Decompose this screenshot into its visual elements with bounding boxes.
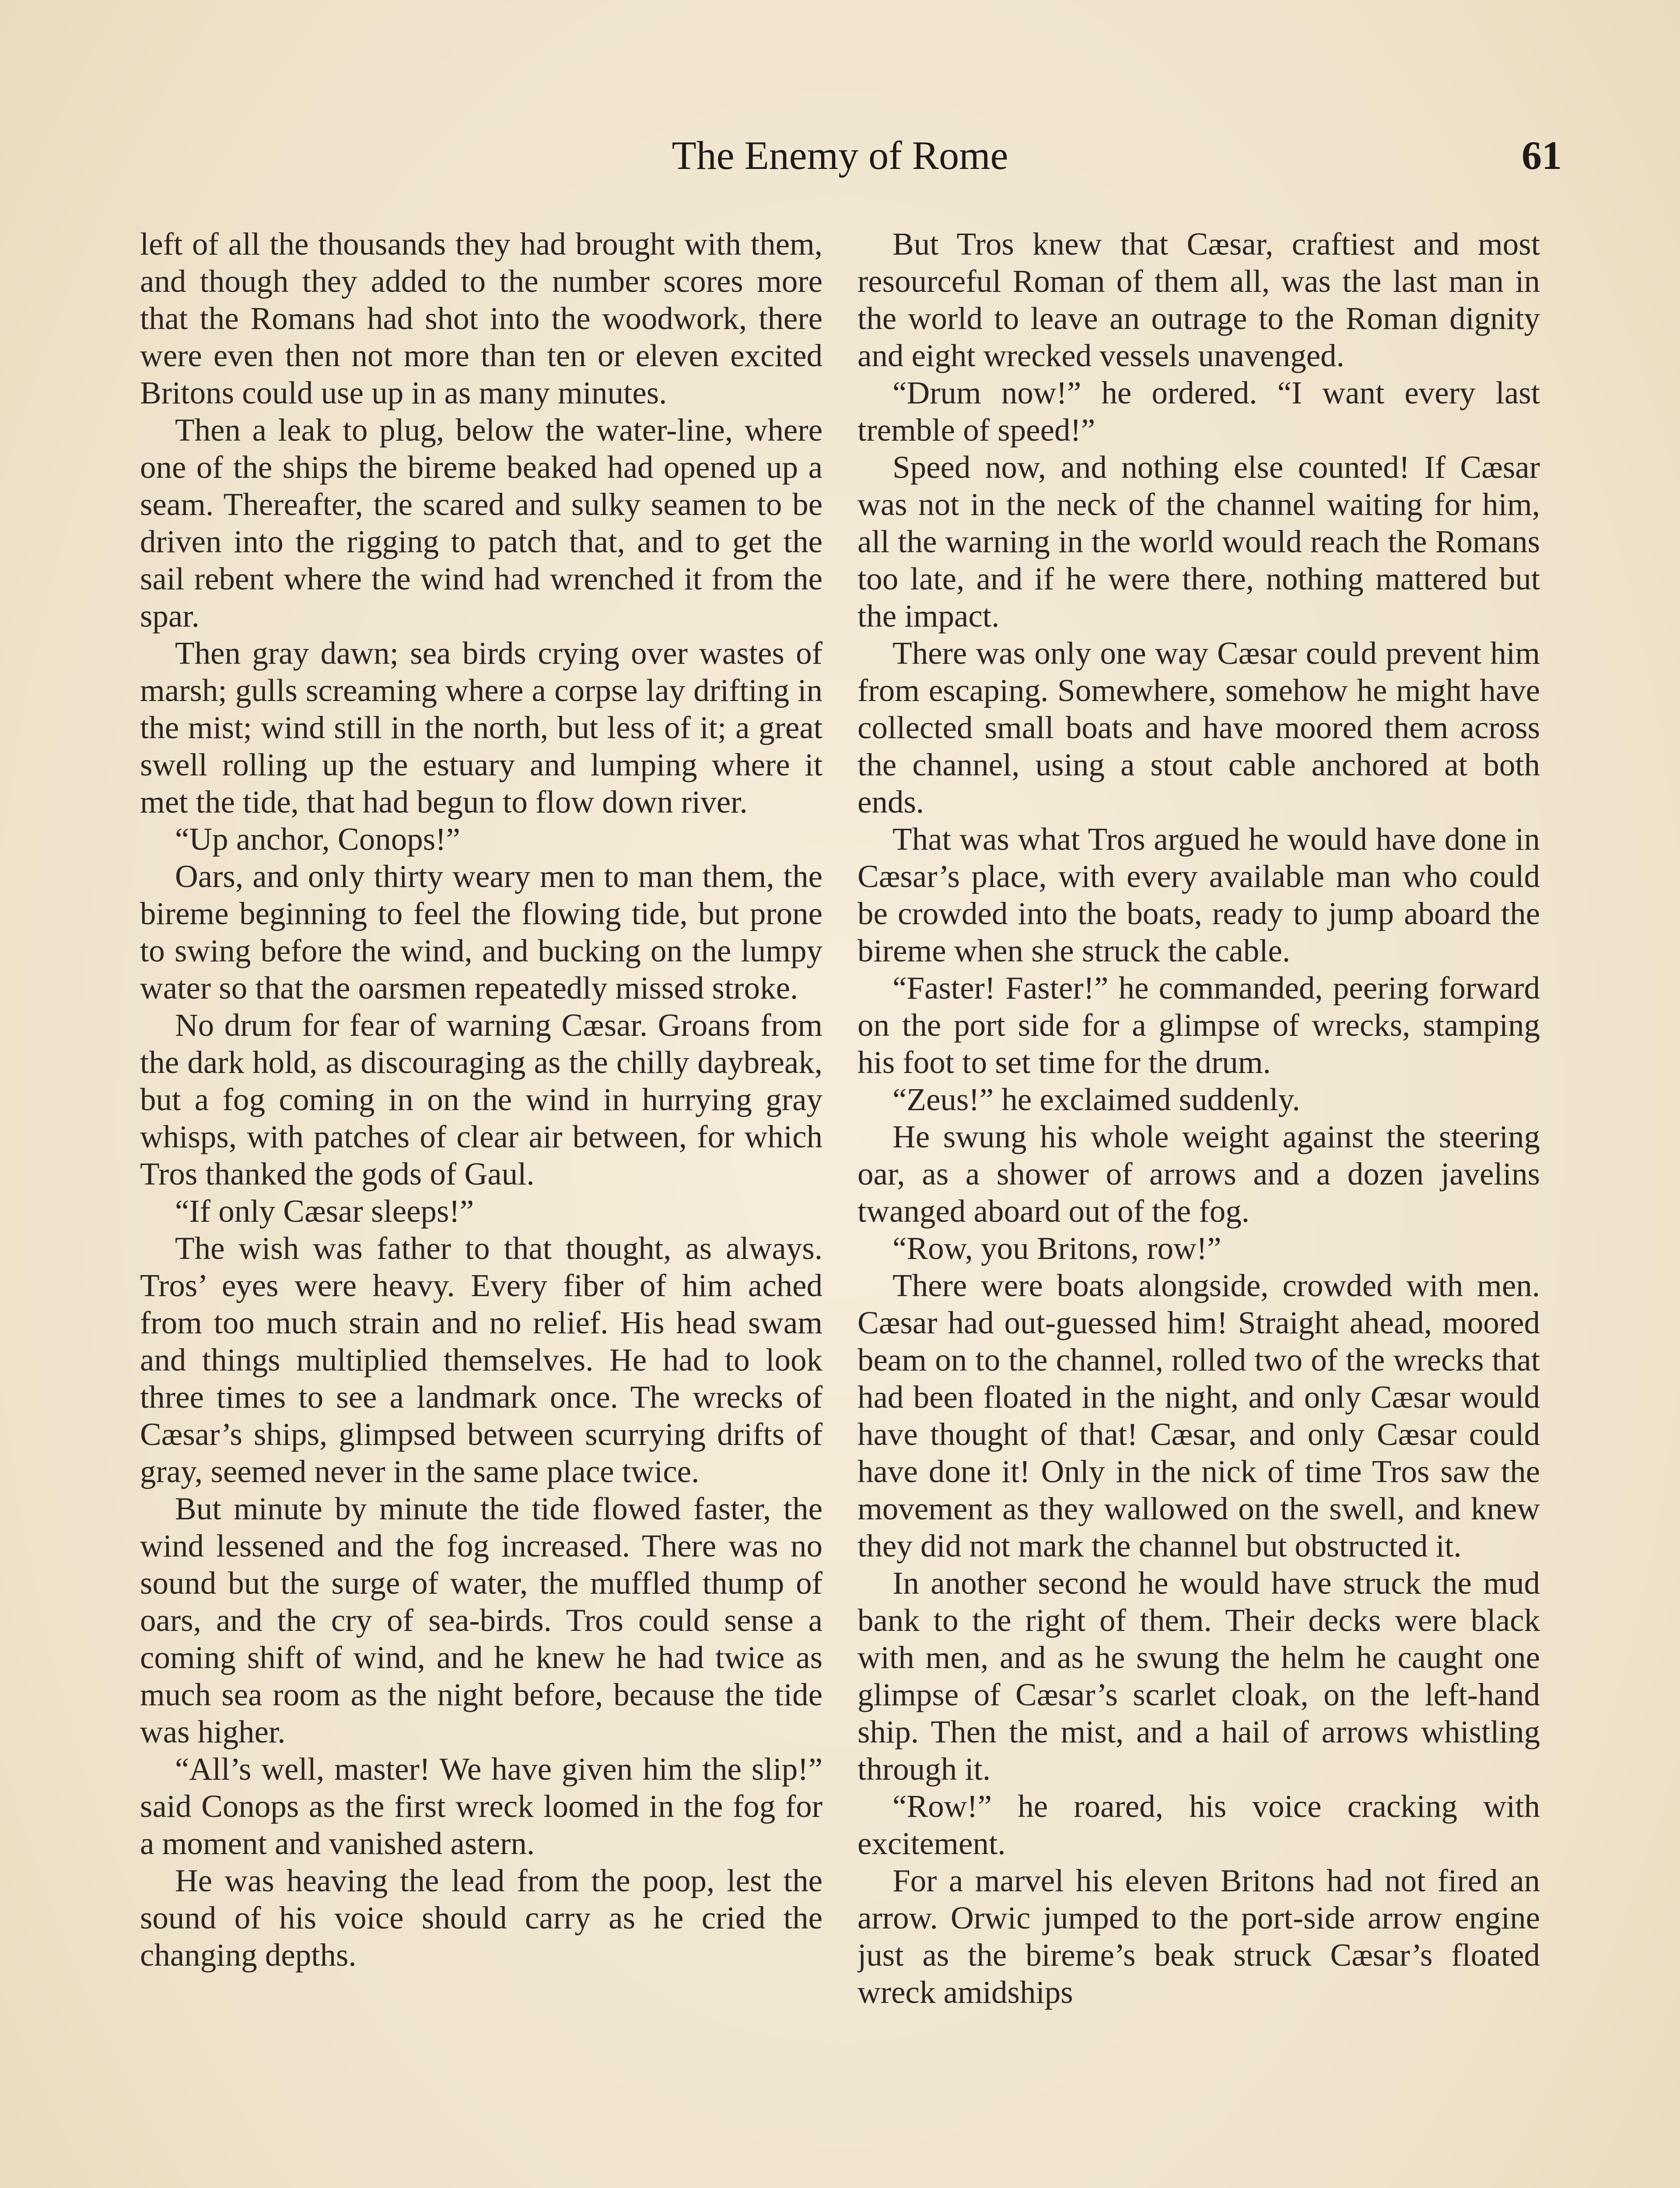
paragraph: “Zeus!” he exclaimed suddenly. (892, 1082, 1300, 1117)
paragraph: For a marvel his eleven Britons had not fired an arrow. Orwic jumped to the port-side arrow engine just as the bireme’s beak struck Cæsar’s floated wreck amidships (858, 1863, 1540, 2010)
paragraph: In another second he would have struck the mud bank to the right of them. Their decks were black with men, and as he swung the helm he caught one glimpse of Cæsar’s scarlet cloak, on the left-hand ship. Then the mist, and a hail of arrows whistling through it. (858, 1565, 1540, 1787)
paragraph: Oars, and only thirty weary men to man them, the bireme beginning to feel the flowing tide, but prone to swing before the wind, and bucking on the lumpy water so that the oarsmen repeatedly missed stroke. (140, 859, 822, 1006)
text-column-left (140, 225, 822, 2188)
paragraph: But Tros knew that Cæsar, craftiest and most resourceful Roman of them all, was the last man in the world to leave an outrage to the Roman dignity and eight wrecked vessels unavenged. (858, 226, 1540, 373)
paragraph: The wish was father to that thought, as always. Tros’ eyes were heavy. Every fiber of him ached from too much strain and no relief. His head swam and things multiplied themselves. He had to look three times to see a landmark once. The wrecks of Cæsar’s ships, glimpsed between scurrying drifts of gray, seemed never in the same place twice. (140, 1231, 822, 1489)
paragraph: “Faster! Faster!” he commanded, peering forward on the port side for a glimpse of wrecks, stamping his foot to set time for the drum. (858, 970, 1540, 1080)
page-header (0, 127, 1680, 193)
paragraph: There was only one way Cæsar could prevent him from escaping. Somewhere, somehow he might have collected small boats and have moored them across the channel, using a stout cable anchored at both ends. (858, 635, 1540, 820)
paragraph: “Drum now!” he ordered. “I want every last tremble of speed!” (858, 375, 1540, 448)
paragraph: Speed now, and nothing else counted! If Cæsar was not in the neck of the channel waiting for him, all the warning in the world would reach the Romans too late, and if he were there, nothing mattered but the impact. (858, 449, 1540, 634)
paragraph: Then a leak to plug, below the water-line, where one of the ships the bireme beaked had opened up a seam. Thereafter, the scared and sulky seamen to be driven into the rigging to patch that, and to get the sail rebent where the wind had wrenched it from the spar. (140, 412, 822, 634)
paragraph: “If only Cæsar sleeps!” (175, 1193, 474, 1229)
paragraph: No drum for fear of warning Cæsar. Groans from the dark hold, as discouraging as the chilly daybreak, but a fog coming in on the wind in hurrying gray whisps, with patches of clear air between, for which Tros thanked the gods of Gaul. (140, 1007, 822, 1192)
paragraph: There were boats alongside, crowded with men. Cæsar had out-guessed him! Straight ahead, moored beam on to the channel, rolled two of the wrecks that had been floated in the night, and only Cæsar would have thought of that! Cæsar, and only Cæsar could have done it! Only in the nick of time Tros saw the movement as they wallowed on the swell, and knew they did not mark the channel but obstructed it. (858, 1268, 1540, 1564)
paragraph: left of all the thousands they had brought with them, and though they added to the number scores more that the Romans had shot into the woodwork, there were even then not more than ten or eleven excited Britons could use up in as many minutes. (140, 226, 822, 410)
paragraph: That was what Tros argued he would have done in Cæsar’s place, with every available man who could be crowded into the boats, ready to jump aboard the bireme when she struck the cable. (858, 821, 1540, 968)
running-title: The Enemy of Rome (672, 133, 1008, 178)
paragraph: “All’s well, master! We have given him the slip!” said Conops as the first wreck loomed in the fog for a moment and vanished astern. (140, 1751, 822, 1861)
paragraph: “Row!” he roared, his voice cracking with excitement. (858, 1788, 1540, 1861)
text-column-right (858, 225, 1540, 2188)
paragraph: He was heaving the lead from the poop, lest the sound of his voice should carry as he cried the changing depths. (140, 1863, 822, 1973)
paragraph: “Row, you Britons, row!” (892, 1231, 1222, 1266)
page-number: 61 (1522, 133, 1562, 178)
paragraph: Then gray dawn; sea birds crying over wastes of marsh; gulls screaming where a corpse lay drifting in the mist; wind still in the north, but less of it; a great swell rolling up the estuary and lumping where it met the tide, that had begun to flow down river. (140, 635, 822, 820)
paragraph: He swung his whole weight against the steering oar, as a shower of arrows and a dozen javelins twanged aboard out of the fog. (858, 1119, 1540, 1229)
paragraph: But minute by minute the tide flowed faster, the wind lessened and the fog increased. There was no sound but the surge of water, the muffled thump of oars, and the cry of sea-birds. Tros could sense a coming shift of wind, and he knew he had twice as much sea room as the night before, because the tide was higher. (140, 1491, 822, 1750)
paragraph: “Up anchor, Conops!” (175, 821, 460, 857)
